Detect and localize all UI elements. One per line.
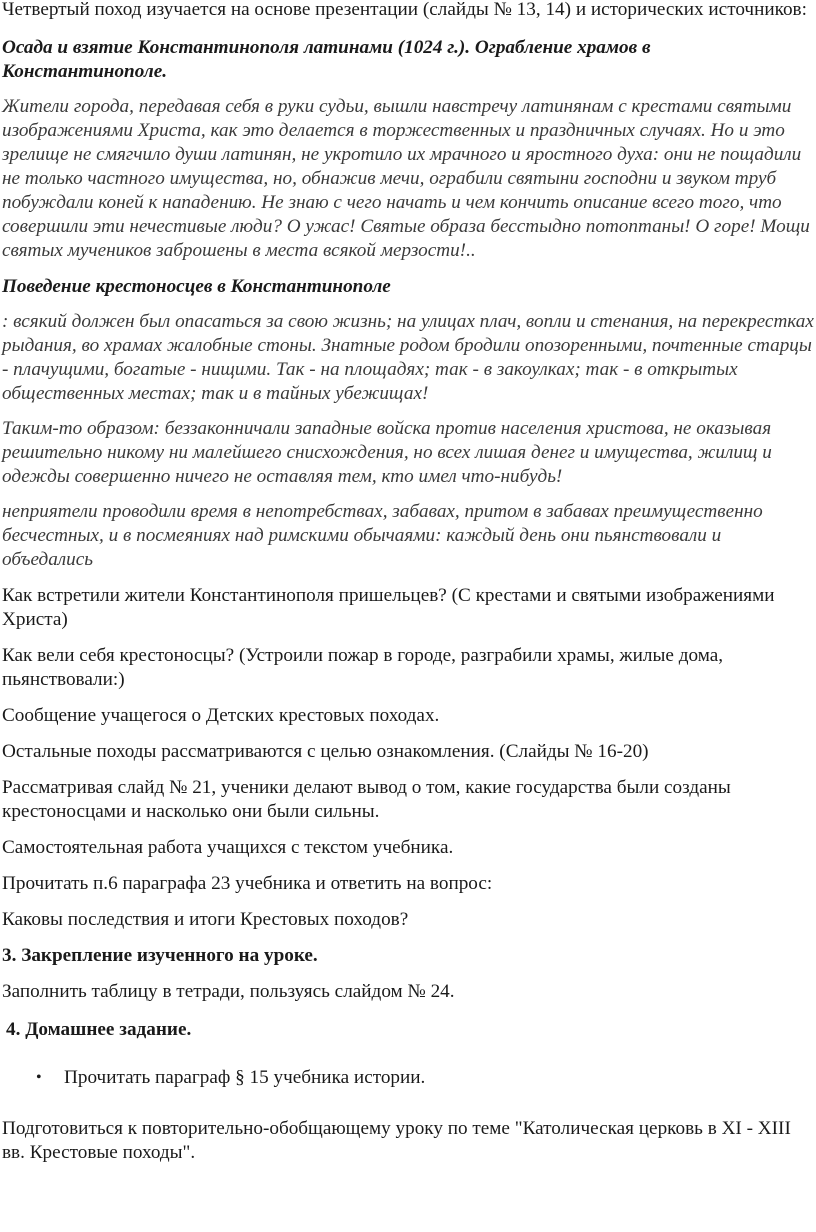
question-1: Как встретили жители Константинополя пришельцев? (С крестами и святыми изображениями Христа) bbox=[2, 585, 775, 630]
question-2: Как вели себя крестоносцы? (Устроили пожар в городе, разграбили храмы, жилые дома, пьянствовали:) bbox=[2, 645, 724, 690]
paragraph-independent-work: Самостоятельная работа учащихся с текстом учебника. bbox=[2, 837, 454, 858]
section1-quote: Жители города, передавая себя в руки судьи, вышли навстречу латинянам с крестами святыми изображениями Христа, как это делается в торжественных и праздничных случаях. Но и это зрелище не смягчило души латинян, не укротило их мрачного и яростного духа: они не пощадили не только частного имущества, но, обнажив мечи, ограбили святыни господни и звуком труб побуждали коней к нападению. Не знаю с чего начать и чем кончить описание всего того, что совершили эти нечестивые люди? О ужас! Святые образа бесстыдно потоптаны! О горе! Мощи святых мучеников заброшены в места всякой мерзости!.. bbox=[2, 96, 810, 261]
section2-quote-2: Таким-то образом: беззаконничали западные войска против населения христова, не оказывая решительно никому ни малейшего снисхождения, но всех лишая денег и имущества, жилищ и одежды совершенно ничего не оставляя тем, кто имел что-нибудь! bbox=[2, 418, 772, 487]
paragraph-children-crusades: Сообщение учащегося о Детских крестовых походах. bbox=[2, 705, 440, 726]
section1-title: Осада и взятие Константинополя латинами (1024 г.). Ограбление храмов в Константинополе. bbox=[2, 37, 651, 82]
homework-list bbox=[2, 1066, 814, 1090]
homework-item-text: Прочитать параграф § 15 учебника истории. bbox=[64, 1067, 426, 1088]
homework-item bbox=[36, 1066, 814, 1090]
section4-title: 4. Домашнее задание. bbox=[6, 1019, 192, 1040]
paragraph-other-crusades: Остальные походы рассматриваются с целью ознакомления. (Слайды № 16-20) bbox=[2, 741, 649, 762]
paragraph-read-textbook: Прочитать п.6 параграфа 23 учебника и ответить на вопрос: bbox=[2, 873, 493, 894]
bullet-icon: • bbox=[36, 1069, 42, 1086]
final-paragraph: Подготовиться к повторительно-обобщающему уроку по теме "Католическая церковь в XI - XIII вв. Крестовые походы". bbox=[2, 1118, 791, 1163]
paragraph-question-results: Каковы последствия и итоги Крестовых походов? bbox=[2, 909, 409, 930]
intro-paragraph: Четвертый поход изучается на основе презентации (слайды № 13, 14) и исторических источников: bbox=[2, 0, 807, 20]
paragraph-slide-21: Рассматривая слайд № 21, ученики делают вывод о том, какие государства были созданы крестоносцами и насколько они были сильны. bbox=[2, 777, 731, 822]
section2-quote-3: неприятели проводили время в непотребствах, забавах, притом в забавах преимущественно бесчестных, и в посмеяниях над римскими обычаями: каждый день они пьянствовали и объедались bbox=[2, 501, 763, 570]
section2-title: Поведение крестоносцев в Константинополе bbox=[2, 276, 391, 297]
section3-title: 3. Закрепление изученного на уроке. bbox=[2, 945, 318, 966]
section2-quote-1: : всякий должен был опасаться за свою жизнь; на улицах плач, вопли и стенания, на перекрестках рыдания, во храмах жалобные стоны. Знатные родом бродили опозоренными, почтенные старцы - плачущими, богатые - нищими. Так - на площадях; так - в закоулках; так - в открытых общественных местах; так и в тайных убежищах! bbox=[2, 311, 814, 404]
paragraph-fill-table: Заполнить таблицу в тетради, пользуясь слайдом № 24. bbox=[2, 981, 455, 1002]
